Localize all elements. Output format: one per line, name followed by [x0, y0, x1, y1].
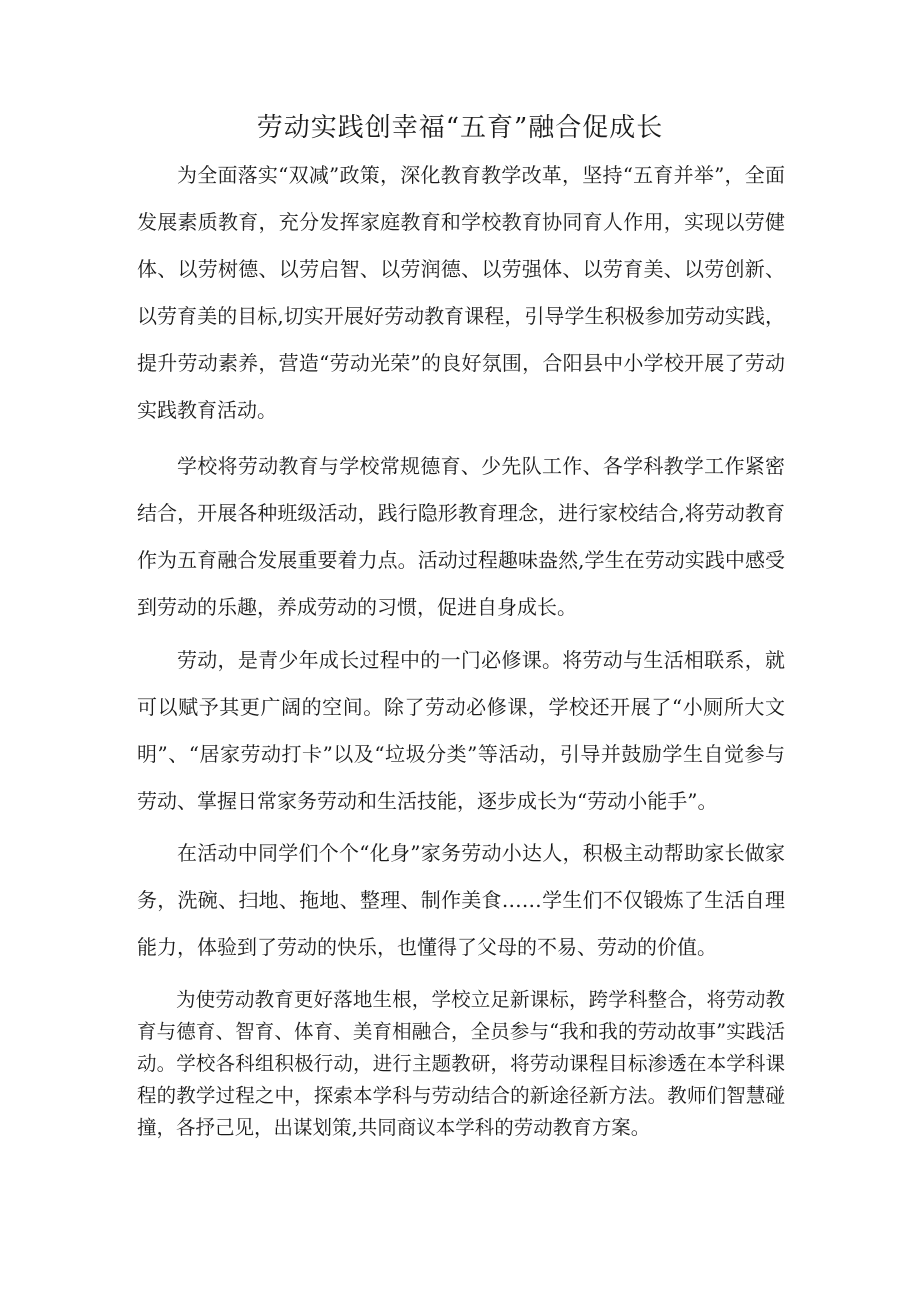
paragraph-5: 为使劳动教育更好落地生根，学校立足新课标，跨学科整合，将劳动教育与德育、智育、体育、美育相融合，全员参与“我和我的劳动故事”实践活动。学校各科组积极行动，进行主题教研，将劳动课程目标渗透在本学科课程的教学过程之中，探索本学科与劳动结合的新途径新方法。教师们智慧碰撞，各抒己见，出谋划策,共同商议本学科的劳动教育方案。 — [137, 988, 785, 1139]
document-title: 劳动实践创幸福“五育”融合促成长 — [256, 113, 664, 143]
paragraph-2: 学校将劳动教育与学校常规德育、少先队工作、各学科教学工作紧密结合，开展各种班级活动，践行隐形教育理念，进行家校结合,将劳动教育作为五育融合发展重要着力点。活动过程趣味盎然,学生在劳动实践中感受到劳动的乐趣，养成劳动的习惯，促进自身成长。 — [137, 454, 785, 619]
paragraph-4: 在活动中同学们个个“化身”家务劳动小达人，积极主动帮助家长做家务，洗碗、扫地、拖地、整理、制作美食……学生们不仅锻炼了生活自理能力，体验到了劳动的快乐，也懂得了父母的不易、劳动的价值。 — [137, 841, 785, 959]
paragraph-1: 为全面落实“双减”政策，深化教育教学改革，坚持“五育并举”，全面发展素质教育，充分发挥家庭教育和学校教育协同育人作用，实现以劳健体、以劳树德、以劳启智、以劳润德、以劳强体、以劳育美、以劳创新、以劳育美的目标,切实开展好劳动教育课程，引导学生积极参加劳动实践，提升劳动素养，营造“劳动光荣”的良好氛围，合阳县中小学校开展了劳动实践教育活动。 — [137, 163, 785, 422]
paragraph-3: 劳动，是青少年成长过程中的一门必修课。将劳动与生活相联系，就可以赋予其更广阔的空间。除了劳动必修课，学校还开展了“小厕所大文明”、“居家劳动打卡”以及“垃圾分类”等活动，引导并鼓励学生自觉参与劳动、掌握日常家务劳动和生活技能，逐步成长为“劳动小能手”。 — [137, 648, 785, 813]
